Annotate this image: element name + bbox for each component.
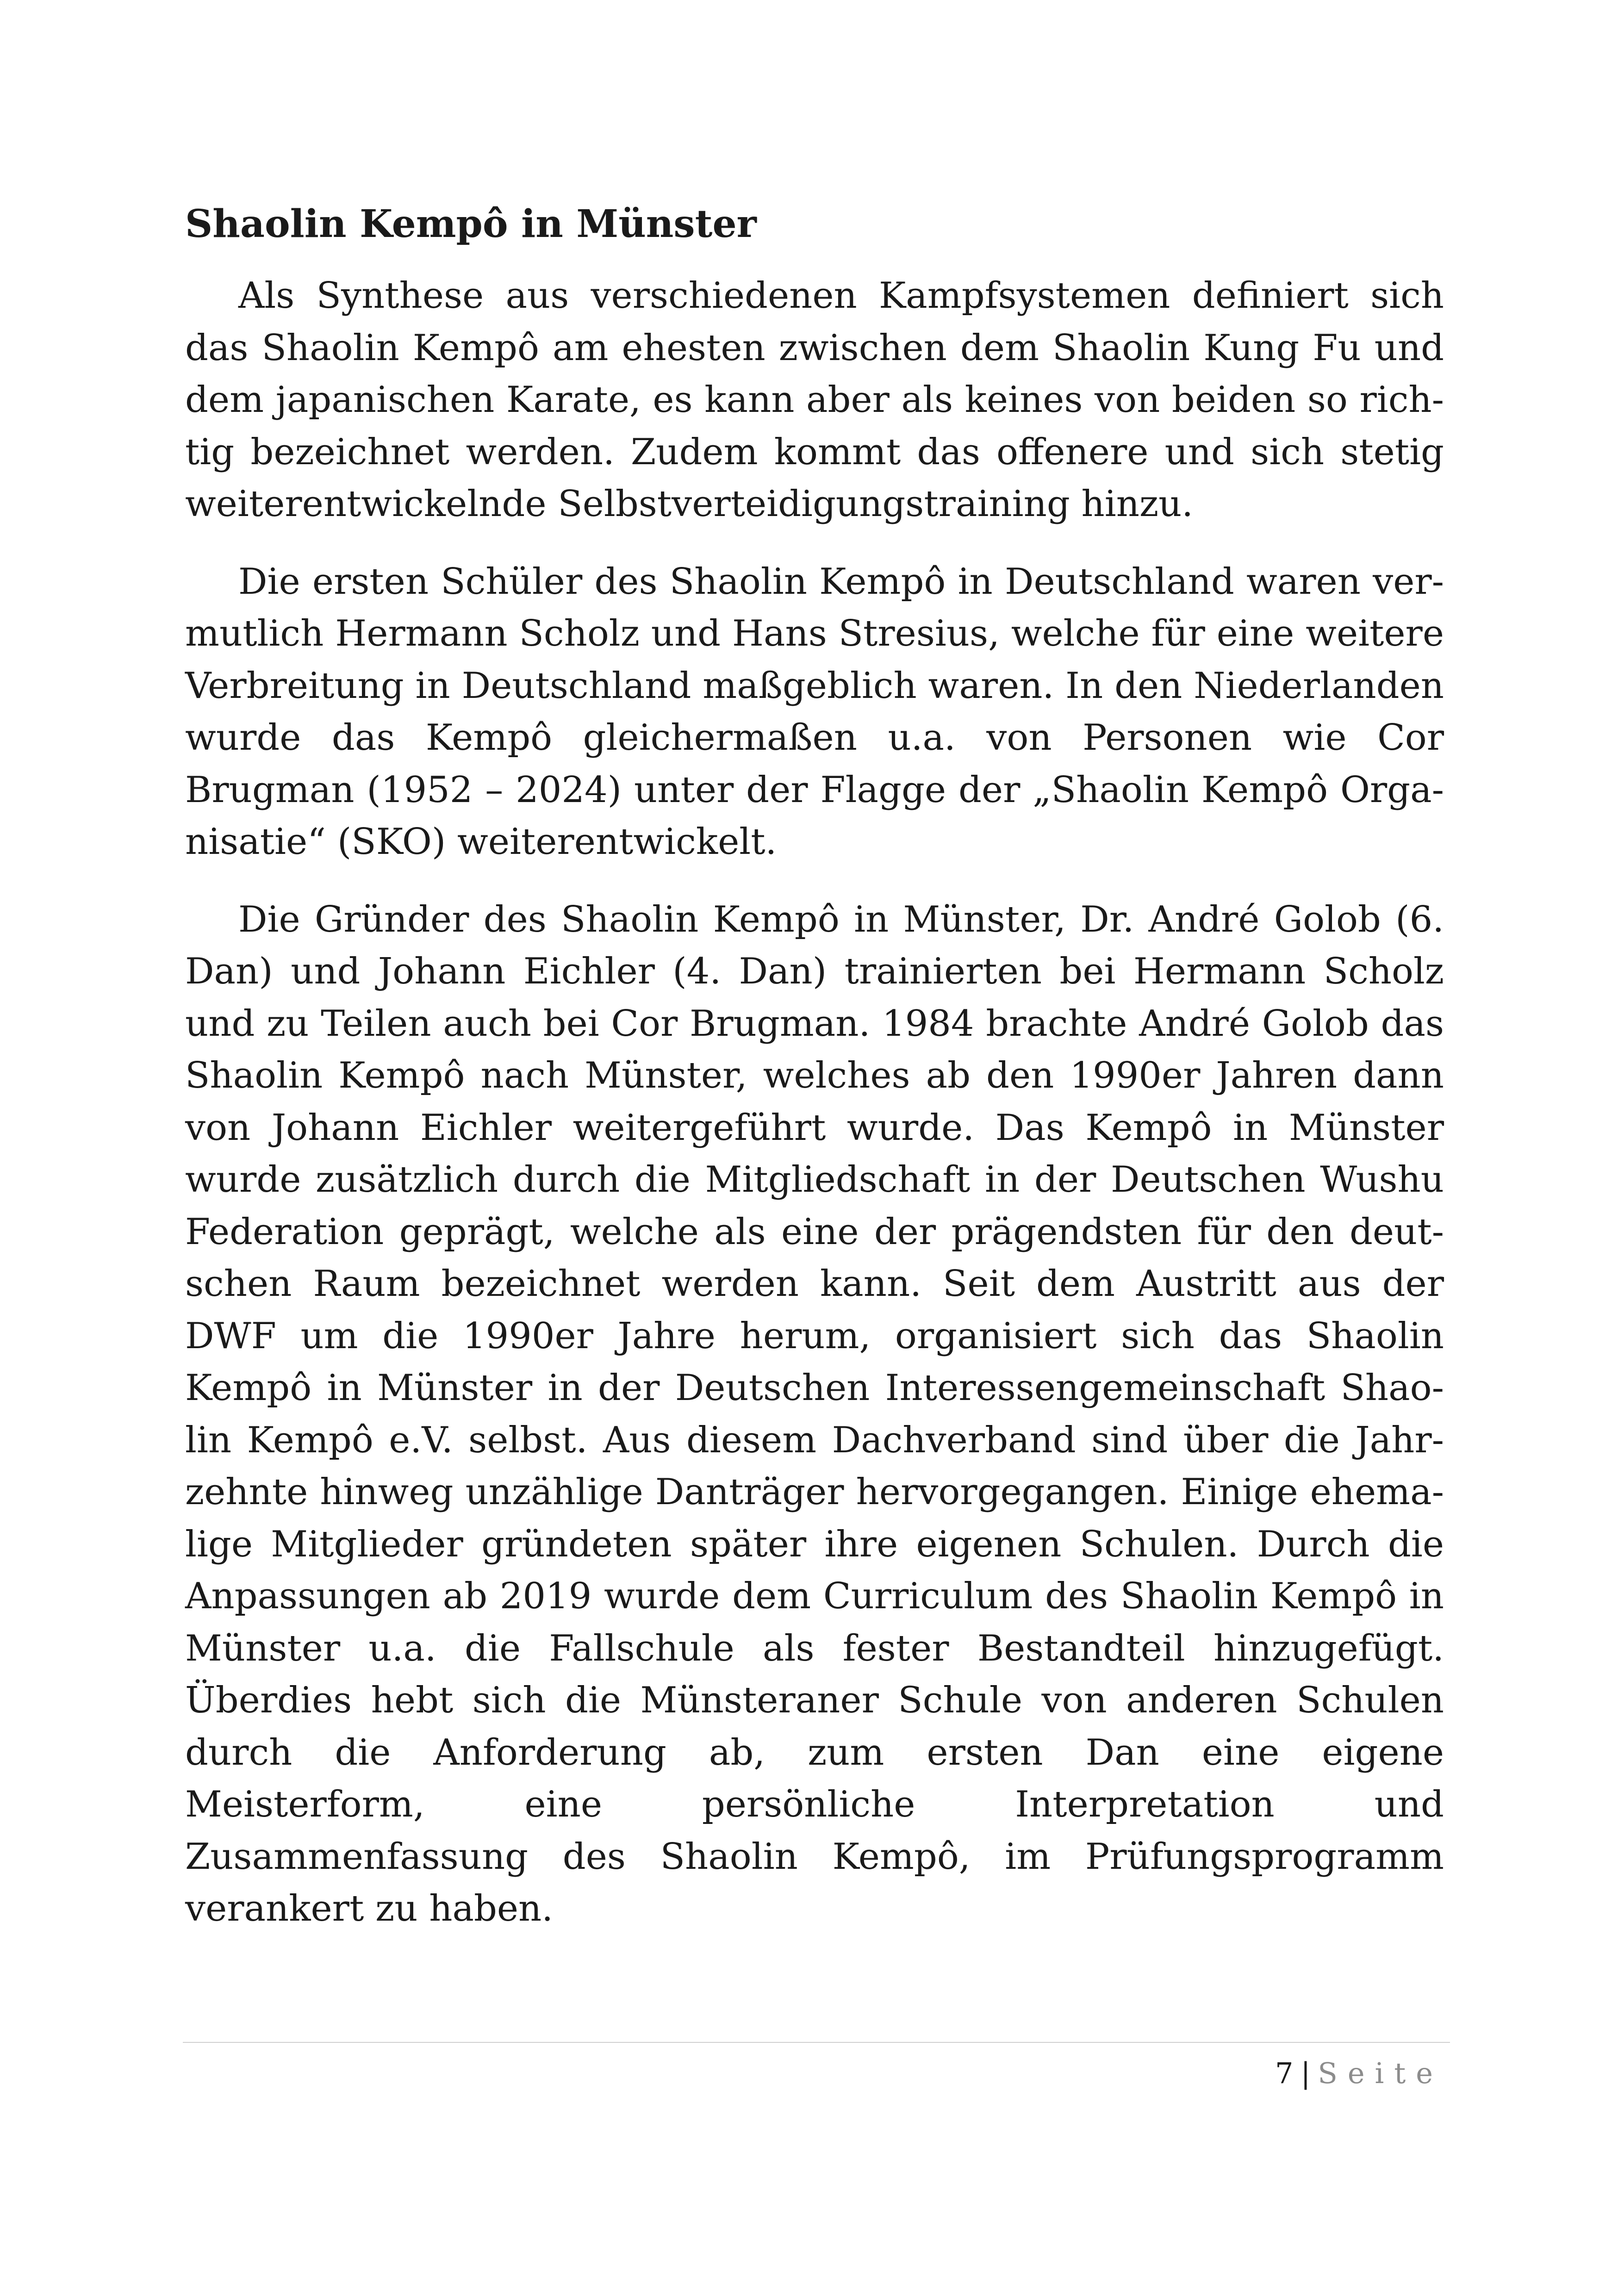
page-footer — [1275, 2055, 1443, 2092]
section-heading: Shaolin Kempô in Münster — [185, 202, 757, 246]
page-number: 7 — [1275, 2056, 1294, 2090]
page-content — [185, 199, 1444, 1960]
footer-separator: | — [1301, 2056, 1311, 2090]
paragraph: Die Gründer des Shaolin Kempô in Münster, Dr. André Golob (6. Dan) und Johann Eichler (4. Dan) trainierten bei Hermann Scholz und zu Teilen auch bei Cor Brugman. 1984 brachte André Golob das Shaolin Kempô nach Münster, welches ab den 1990er Jahren dann von Johann Eichler weitergeführt wurde. Das Kempô in Münster wurde zusätzlich durch die Mitgliedschaft in der Deutschen Wushu Federation geprägt, welche als eine der prägendsten für den deutschen Raum bezeichnet werden kann. Seit dem Austritt aus der DWF um die 1990er Jahre herum, organisiert sich das Shaolin Kempô in Münster in der Deutschen Interessengemeinschaft Shaolin Kempô e.V. selbst. Aus diesem Dachverband sind über die Jahrzehnte hinweg unzählige Danträger hervorgegangen. Einige ehemalige Mitglieder gründeten später ihre eigenen Schulen. Durch die Anpassungen ab 2019 wurde dem Curriculum des Shaolin Kempô in Münster u.a. die Fallschule als fester Bestandteil hinzugefügt. Überdies hebt sich die Münsteraner Schule von anderen Schulen durch die Anforderung ab, zum ersten Dan eine eigene Meisterform, eine persönliche Interpretation und Zusammenfassung des Shaolin Kempô, im Prüfungsprogramm verankert zu haben. — [185, 898, 1444, 1929]
paragraph: Die ersten Schüler des Shaolin Kempô in Deutschland waren vermutlich Hermann Scholz und Hans Stresius, welche für eine weitere Verbreitung in Deutschland maßgeblich waren. In den Niederlanden wurde das Kempô gleichermaßen u.a. von Personen wie Cor Brugman (1952 – 2024) unter der Flagge der „Shaolin Kempô Organisatie“ (SKO) weiterentwickelt. — [185, 560, 1444, 863]
paragraph: Als Synthese aus verschiedenen Kampfsystemen definiert sich das Shaolin Kempô am ehesten zwischen dem Shaolin Kung Fu und dem japanischen Karate, es kann aber als keines von beiden so richtig bezeichnet werden. Zudem kommt das offenere und sich stetig weiterentwickelnde Selbstverteidigungstraining hinzu. — [185, 275, 1444, 525]
page-label: Seite — [1318, 2056, 1443, 2090]
footer-divider — [183, 2042, 1450, 2043]
